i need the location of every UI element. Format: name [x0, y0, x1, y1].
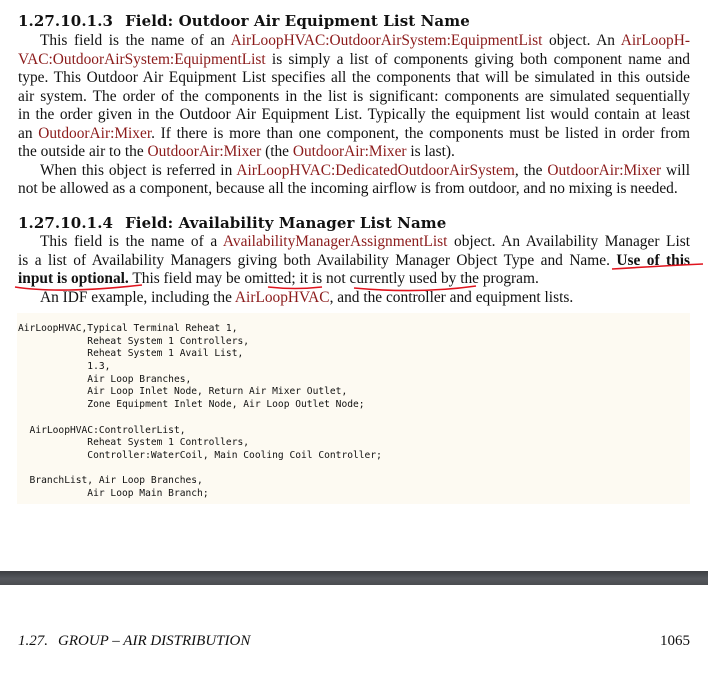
section-number: 1.27.10.1.4: [18, 214, 114, 232]
section-body-availability-manager-list: [18, 233, 690, 307]
section-title: Field: Availability Manager List Name: [125, 214, 447, 232]
text-line: [18, 106, 690, 125]
code-line: Reheat System 1 Controllers,: [18, 437, 250, 449]
text-line: [18, 252, 690, 271]
cross-reference-link[interactable]: AvailabilityManagerAssignmentList: [222, 233, 448, 250]
body-text: object. An: [542, 32, 621, 49]
code-line: BranchList, Air Loop Branches,: [18, 475, 203, 487]
cross-reference-link[interactable]: OutdoorAir:Mixer: [547, 161, 662, 179]
body-text: the outside air to the: [18, 143, 148, 160]
bold-text: Use of this: [616, 251, 690, 269]
code-line: AirLoopHVAC,Typical Terminal Reheat 1,: [18, 323, 238, 334]
body-text: type. This Outdoor Air Equipment List specifies all the components that will be simulated in this outside: [18, 69, 690, 86]
code-line: Air Loop Main Branch;: [18, 487, 209, 499]
cross-reference-link[interactable]: AirLoopH-: [620, 32, 690, 49]
cross-reference-link[interactable]: AirLoopHVAC:DedicatedOutdoorAirSystem: [236, 161, 515, 179]
chapter-title: GROUP – AIR DISTRIBUTION: [58, 633, 251, 649]
body-text: . If there is more than one component, the components must be listed in order from: [151, 124, 690, 142]
body-text: , the: [514, 161, 548, 179]
section-number: 1.27.10.1.3: [18, 12, 114, 30]
body-text: object. An Availability Manager List: [447, 233, 690, 250]
cross-reference-link[interactable]: VAC:OutdoorAirSystem:EquipmentList: [18, 50, 266, 68]
text-line: [18, 69, 690, 88]
text-line: [18, 88, 690, 107]
section-heading-availability-manager-list: [18, 214, 446, 232]
body-text: air system. The order of the components in the list is significant: components are simulated sequentially: [18, 87, 690, 105]
body-text: This field is the name of a: [40, 233, 223, 250]
body-text: An IDF example, including the: [40, 288, 235, 306]
code-line: Reheat System 1 Avail List,: [18, 348, 244, 360]
code-line: Controller:WaterCoil, Main Cooling Coil Controller;: [18, 449, 382, 461]
text-line: [18, 125, 690, 144]
page-separator-bar: [0, 571, 708, 585]
body-text: This field may be omitted; it is not currently used by the program.: [128, 270, 539, 287]
code-line: Zone Equipment Inlet Node, Air Loop Outlet Node;: [18, 399, 365, 411]
section-body-outdoor-air-equipment-list: [18, 32, 690, 199]
body-text: not be allowed as a component, because all the incoming airflow is from outdoor, and no mixing is needed.: [18, 180, 678, 197]
body-text: is a list of Availability Managers giving both Availability Manager Object Type and Name.: [18, 251, 617, 269]
text-line: [18, 143, 690, 162]
body-text: in the order given in the Outdoor Air Equipment List. Typically the equipment list would contain at least: [18, 106, 690, 123]
idf-code-example: [18, 323, 382, 501]
body-text: This field is the name of an: [40, 32, 231, 49]
cross-reference-link[interactable]: OutdoorAir:Mixer: [147, 143, 262, 160]
text-line: [18, 32, 690, 51]
chapter-number: 1.27.: [18, 633, 48, 649]
cross-reference-link[interactable]: AirLoopHVAC:OutdoorAirSystem:EquipmentList: [230, 32, 543, 49]
body-text: , and the controller and equipment lists.: [329, 288, 574, 306]
body-text: will: [661, 161, 690, 179]
code-line: AirLoopHVAC:ControllerList,: [18, 424, 186, 436]
text-line: [18, 289, 690, 308]
code-line: [18, 463, 382, 476]
code-line: Air Loop Inlet Node, Return Air Mixer Outlet,: [18, 386, 348, 398]
cross-reference-link[interactable]: OutdoorAir:Mixer: [292, 143, 407, 160]
code-line: 1.3,: [18, 361, 111, 373]
section-heading-outdoor-air-equipment-list: [18, 12, 470, 30]
text-line: [18, 270, 690, 289]
page-footer-chapter: [18, 633, 250, 650]
text-line: [18, 180, 690, 199]
cross-reference-link[interactable]: AirLoopHVAC: [234, 288, 330, 306]
cross-reference-link[interactable]: OutdoorAir:Mixer: [38, 124, 152, 142]
section-title: Field: Outdoor Air Equipment List Name: [125, 12, 470, 30]
page-number: 1065: [660, 633, 690, 649]
code-line: Reheat System 1 Controllers,: [18, 335, 250, 347]
body-text: an: [18, 124, 39, 142]
body-text: When this object is referred in: [40, 161, 237, 179]
text-line: [18, 233, 690, 252]
body-text: (the: [261, 143, 293, 160]
code-line: Air Loop Branches,: [18, 373, 192, 385]
body-text: is simply a list of components giving both component name and: [265, 50, 690, 68]
code-line: [18, 412, 382, 425]
body-text: is last).: [406, 143, 455, 160]
text-line: [18, 162, 690, 181]
text-line: [18, 51, 690, 70]
bold-text: input is optional.: [18, 270, 129, 287]
